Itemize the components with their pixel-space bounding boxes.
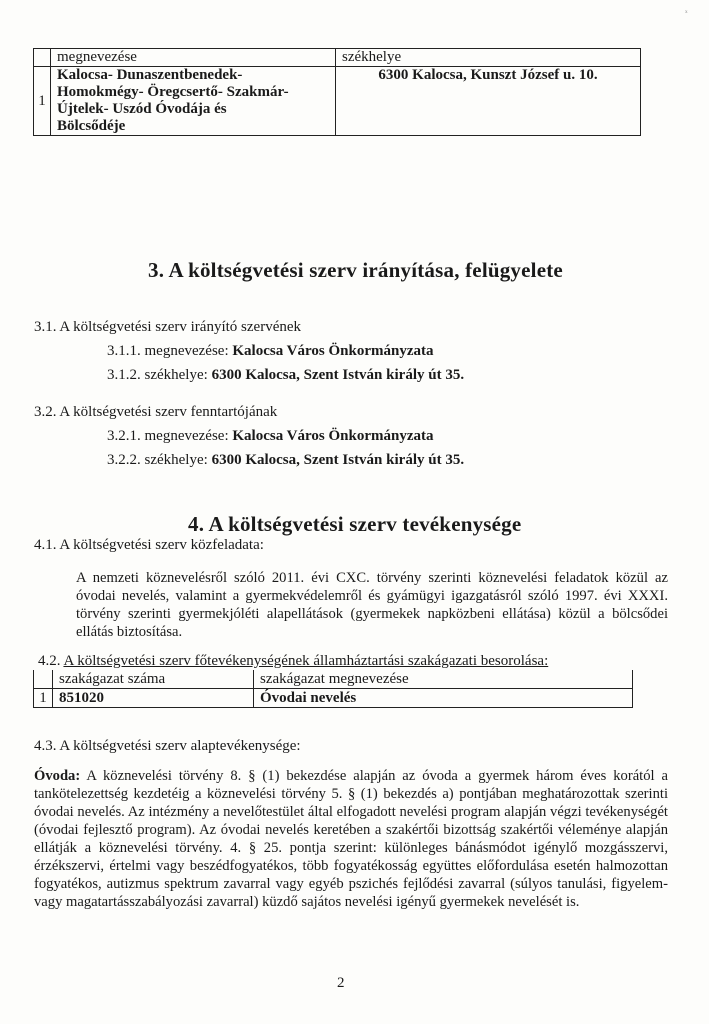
section-3-1-2: 3.1.2. székhelye: 6300 Kalocsa, Szent István király út 35.: [107, 367, 465, 383]
section-3-2-2: 3.2.2. székhelye: 6300 Kalocsa, Szent István király út 35.: [107, 452, 465, 468]
activity-table-header: [34, 670, 633, 689]
institution-name: [51, 67, 336, 136]
section-4-title: 4. A költségvetési szerv tevékenysége: [188, 512, 522, 536]
section-4-3-label: 4.3. A költségvetési szerv alaptevékenysége:: [34, 738, 301, 754]
table-row: [34, 67, 641, 136]
activity-code: 851020: [53, 689, 254, 708]
header-name: megnevezése: [51, 49, 336, 67]
header-code: szakágazat száma: [53, 670, 254, 689]
header-activity-name: szakágazat megnevezése: [254, 670, 633, 689]
page-number: 2: [337, 975, 345, 991]
seat-table: [33, 48, 641, 136]
corner-mark: ₓ: [685, 4, 688, 14]
name-line: Kalocsa- Dunaszentbenedek-: [57, 67, 243, 83]
section-3-1-label: 3.1. A költségvetési szerv irányító szervének: [34, 319, 302, 335]
name-line: Újtelek- Uszód Óvodája és: [57, 101, 227, 117]
name-line: Homokmégy- Öregcsertő- Szakmár-: [57, 84, 289, 100]
row-number: 1: [34, 689, 53, 708]
activity-table: [33, 670, 633, 708]
header-seat: székhelye: [336, 49, 641, 67]
section-3-1-1: 3.1.1. megnevezése: Kalocsa Város Önkormányzata: [107, 343, 434, 359]
name-line: Bölcsődéje: [57, 118, 126, 134]
section-3-2-label: 3.2. A költségvetési szerv fenntartójának: [34, 404, 278, 420]
institution-seat: 6300 Kalocsa, Kunszt József u. 10.: [336, 67, 641, 136]
activity-name: Óvodai nevelés: [254, 689, 633, 708]
section-3-title: 3. A költségvetési szerv irányítása, felügyelete: [148, 258, 563, 282]
table-row: [34, 689, 633, 708]
seat-table-header: [34, 49, 641, 67]
section-3-2-1: 3.2.1. megnevezése: Kalocsa Város Önkormányzata: [107, 428, 434, 444]
section-4-1-label: 4.1. A költségvetési szerv közfeladata:: [34, 537, 264, 553]
section-4-1-text: A nemzeti köznevelésről szóló 2011. évi CXC. törvény szerinti köznevelési feladatok közül az óvodai nevelés, valamint a gyermekvédelemről és gyámügyi igazgatásról szóló 1997. évi XXXI. törvény szerinti gyermekjóléti alapellátások (gyermekek napközbeni ellátása) közül a bölcsődei ellátás biztosítása.: [76, 570, 668, 640]
row-number: 1: [34, 67, 51, 136]
section-4-2-label: 4.2. A költségvetési szerv főtevékenységének államháztartási szakágazati besorolása:: [38, 653, 549, 669]
section-4-3-text: Óvoda: A köznevelési törvény 8. § (1) bekezdése alapján az óvoda a gyermek három éves korától a tankötelezettség kezdetéig a köznevelési törvény 5. § (1) bekezdés a) pontjában meghatározottak szerinti óvodai nevelés. Az intézmény a nevelőtestület által elfogadott nevelési program alapján végzi tevékenységét (óvodai fejlesztő program). Az óvodai nevelés keretében a szakértői bizottság szakértői véleménye alapján ellátják a köznevelési törvény. 4. § 25. pontja szerint: különleges bánásmódot igénylő mozgásszervi, érzékszervi, értelmi vagy beszédfogyatékos, több fogyatékosság együttes előfordulása esetén halmozottan fogyatékos, autizmus spektrum zavarral vagy egyéb pszichés fejlődési zavarral (súlyos tanulási, figyelem- vagy magatartásszabályozási zavarral) küzdő sajátos nevelési igényű gyermekek nevelését is.: [34, 768, 668, 910]
